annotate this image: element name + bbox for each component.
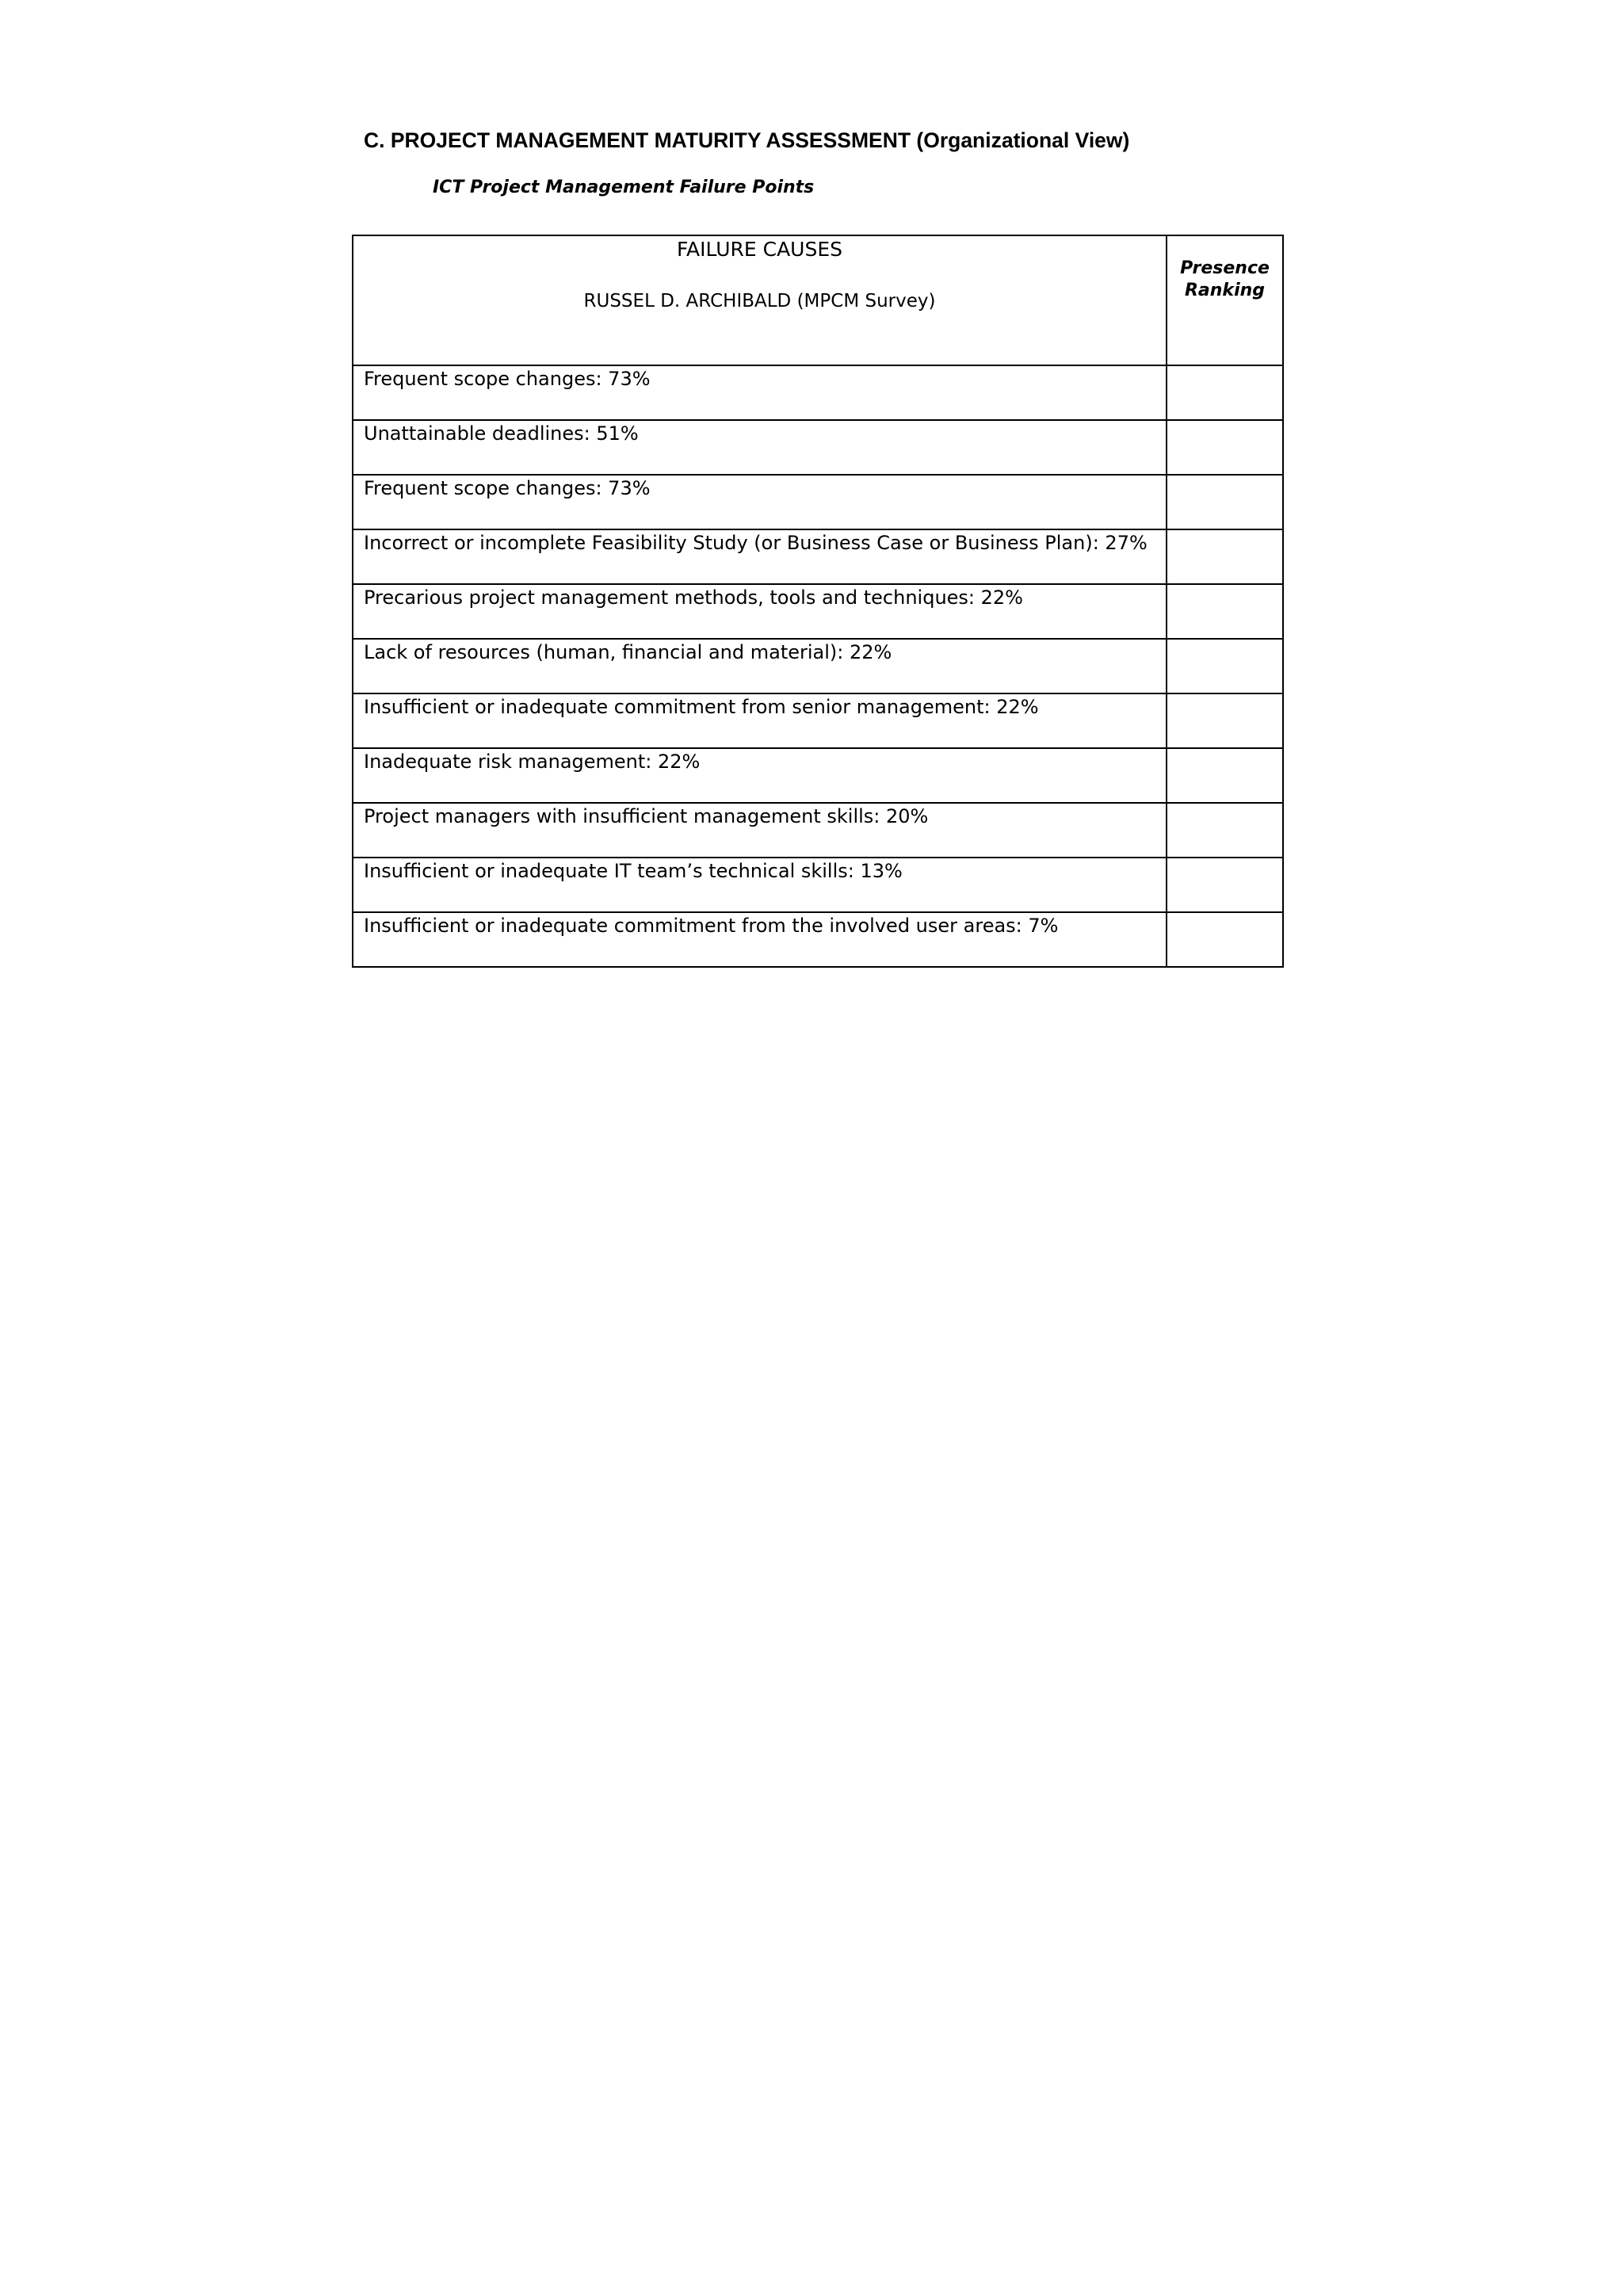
failure-cause-cell <box>353 584 1167 639</box>
table-row <box>353 420 1283 475</box>
table-row <box>353 912 1283 967</box>
failure-cause-text: Project managers with insufficient management skills: 20% <box>364 805 929 827</box>
presence-ranking-cell[interactable] <box>1167 420 1283 475</box>
survey-source-label: RUSSEL D. ARCHIBALD (MPCM Survey) <box>583 291 936 311</box>
failure-cause-text: Precarious project management methods, tools and techniques: 22% <box>364 586 1023 609</box>
failure-cause-cell <box>353 475 1167 529</box>
table-row <box>353 748 1283 803</box>
presence-ranking-cell[interactable] <box>1167 475 1283 529</box>
failure-cause-text: Frequent scope changes: 73% <box>364 477 651 499</box>
failure-causes-header-cell <box>353 235 1167 365</box>
table-row <box>353 584 1283 639</box>
table-row <box>353 803 1283 858</box>
presence-ranking-cell[interactable] <box>1167 529 1283 584</box>
failure-cause-cell <box>353 693 1167 748</box>
failure-cause-text: Incorrect or incomplete Feasibility Study (or Business Case or Business Plan): 27% <box>364 532 1148 554</box>
presence-ranking-cell[interactable] <box>1167 803 1283 858</box>
table-row <box>353 529 1283 584</box>
presence-ranking-cell[interactable] <box>1167 365 1283 420</box>
section-subheading: ICT Project Management Failure Points <box>433 178 815 197</box>
failure-cause-cell <box>353 748 1167 803</box>
failure-cause-cell <box>353 858 1167 912</box>
failure-cause-cell <box>353 365 1167 420</box>
table-row <box>353 475 1283 529</box>
table-row <box>353 639 1283 693</box>
failure-cause-cell <box>353 803 1167 858</box>
presence-ranking-label <box>1167 258 1282 302</box>
presence-ranking-cell[interactable] <box>1167 858 1283 912</box>
failure-cause-cell <box>353 529 1167 584</box>
section-heading: C. PROJECT MANAGEMENT MATURITY ASSESSMENT (Organizational View) <box>364 128 1130 152</box>
table-row <box>353 693 1283 748</box>
failure-cause-text: Insufficient or inadequate commitment from senior management: 22% <box>364 696 1039 718</box>
failure-causes-table <box>352 235 1284 968</box>
failure-cause-text: Frequent scope changes: 73% <box>364 368 651 390</box>
presence-ranking-cell[interactable] <box>1167 584 1283 639</box>
failure-cause-cell <box>353 912 1167 967</box>
failure-cause-text: Inadequate risk management: 22% <box>364 751 701 773</box>
presence-ranking-header-cell <box>1167 235 1283 365</box>
failure-cause-text: Insufficient or inadequate commitment from the involved user areas: 7% <box>364 915 1059 937</box>
table-row <box>353 365 1283 420</box>
table-row <box>353 858 1283 912</box>
failure-causes-title: FAILURE CAUSES <box>676 238 843 261</box>
presence-ranking-cell[interactable] <box>1167 912 1283 967</box>
ranking-label: Ranking <box>1184 281 1266 300</box>
failure-cause-cell <box>353 420 1167 475</box>
presence-ranking-cell[interactable] <box>1167 639 1283 693</box>
failure-cause-text: Insufficient or inadequate IT team’s technical skills: 13% <box>364 860 903 882</box>
presence-ranking-cell[interactable] <box>1167 748 1283 803</box>
failure-cause-text: Lack of resources (human, financial and material): 22% <box>364 641 892 663</box>
table-header-row <box>353 235 1283 365</box>
presence-ranking-cell[interactable] <box>1167 693 1283 748</box>
presence-label: Presence <box>1180 258 1270 278</box>
failure-cause-text: Unattainable deadlines: 51% <box>364 422 639 445</box>
failure-cause-cell <box>353 639 1167 693</box>
